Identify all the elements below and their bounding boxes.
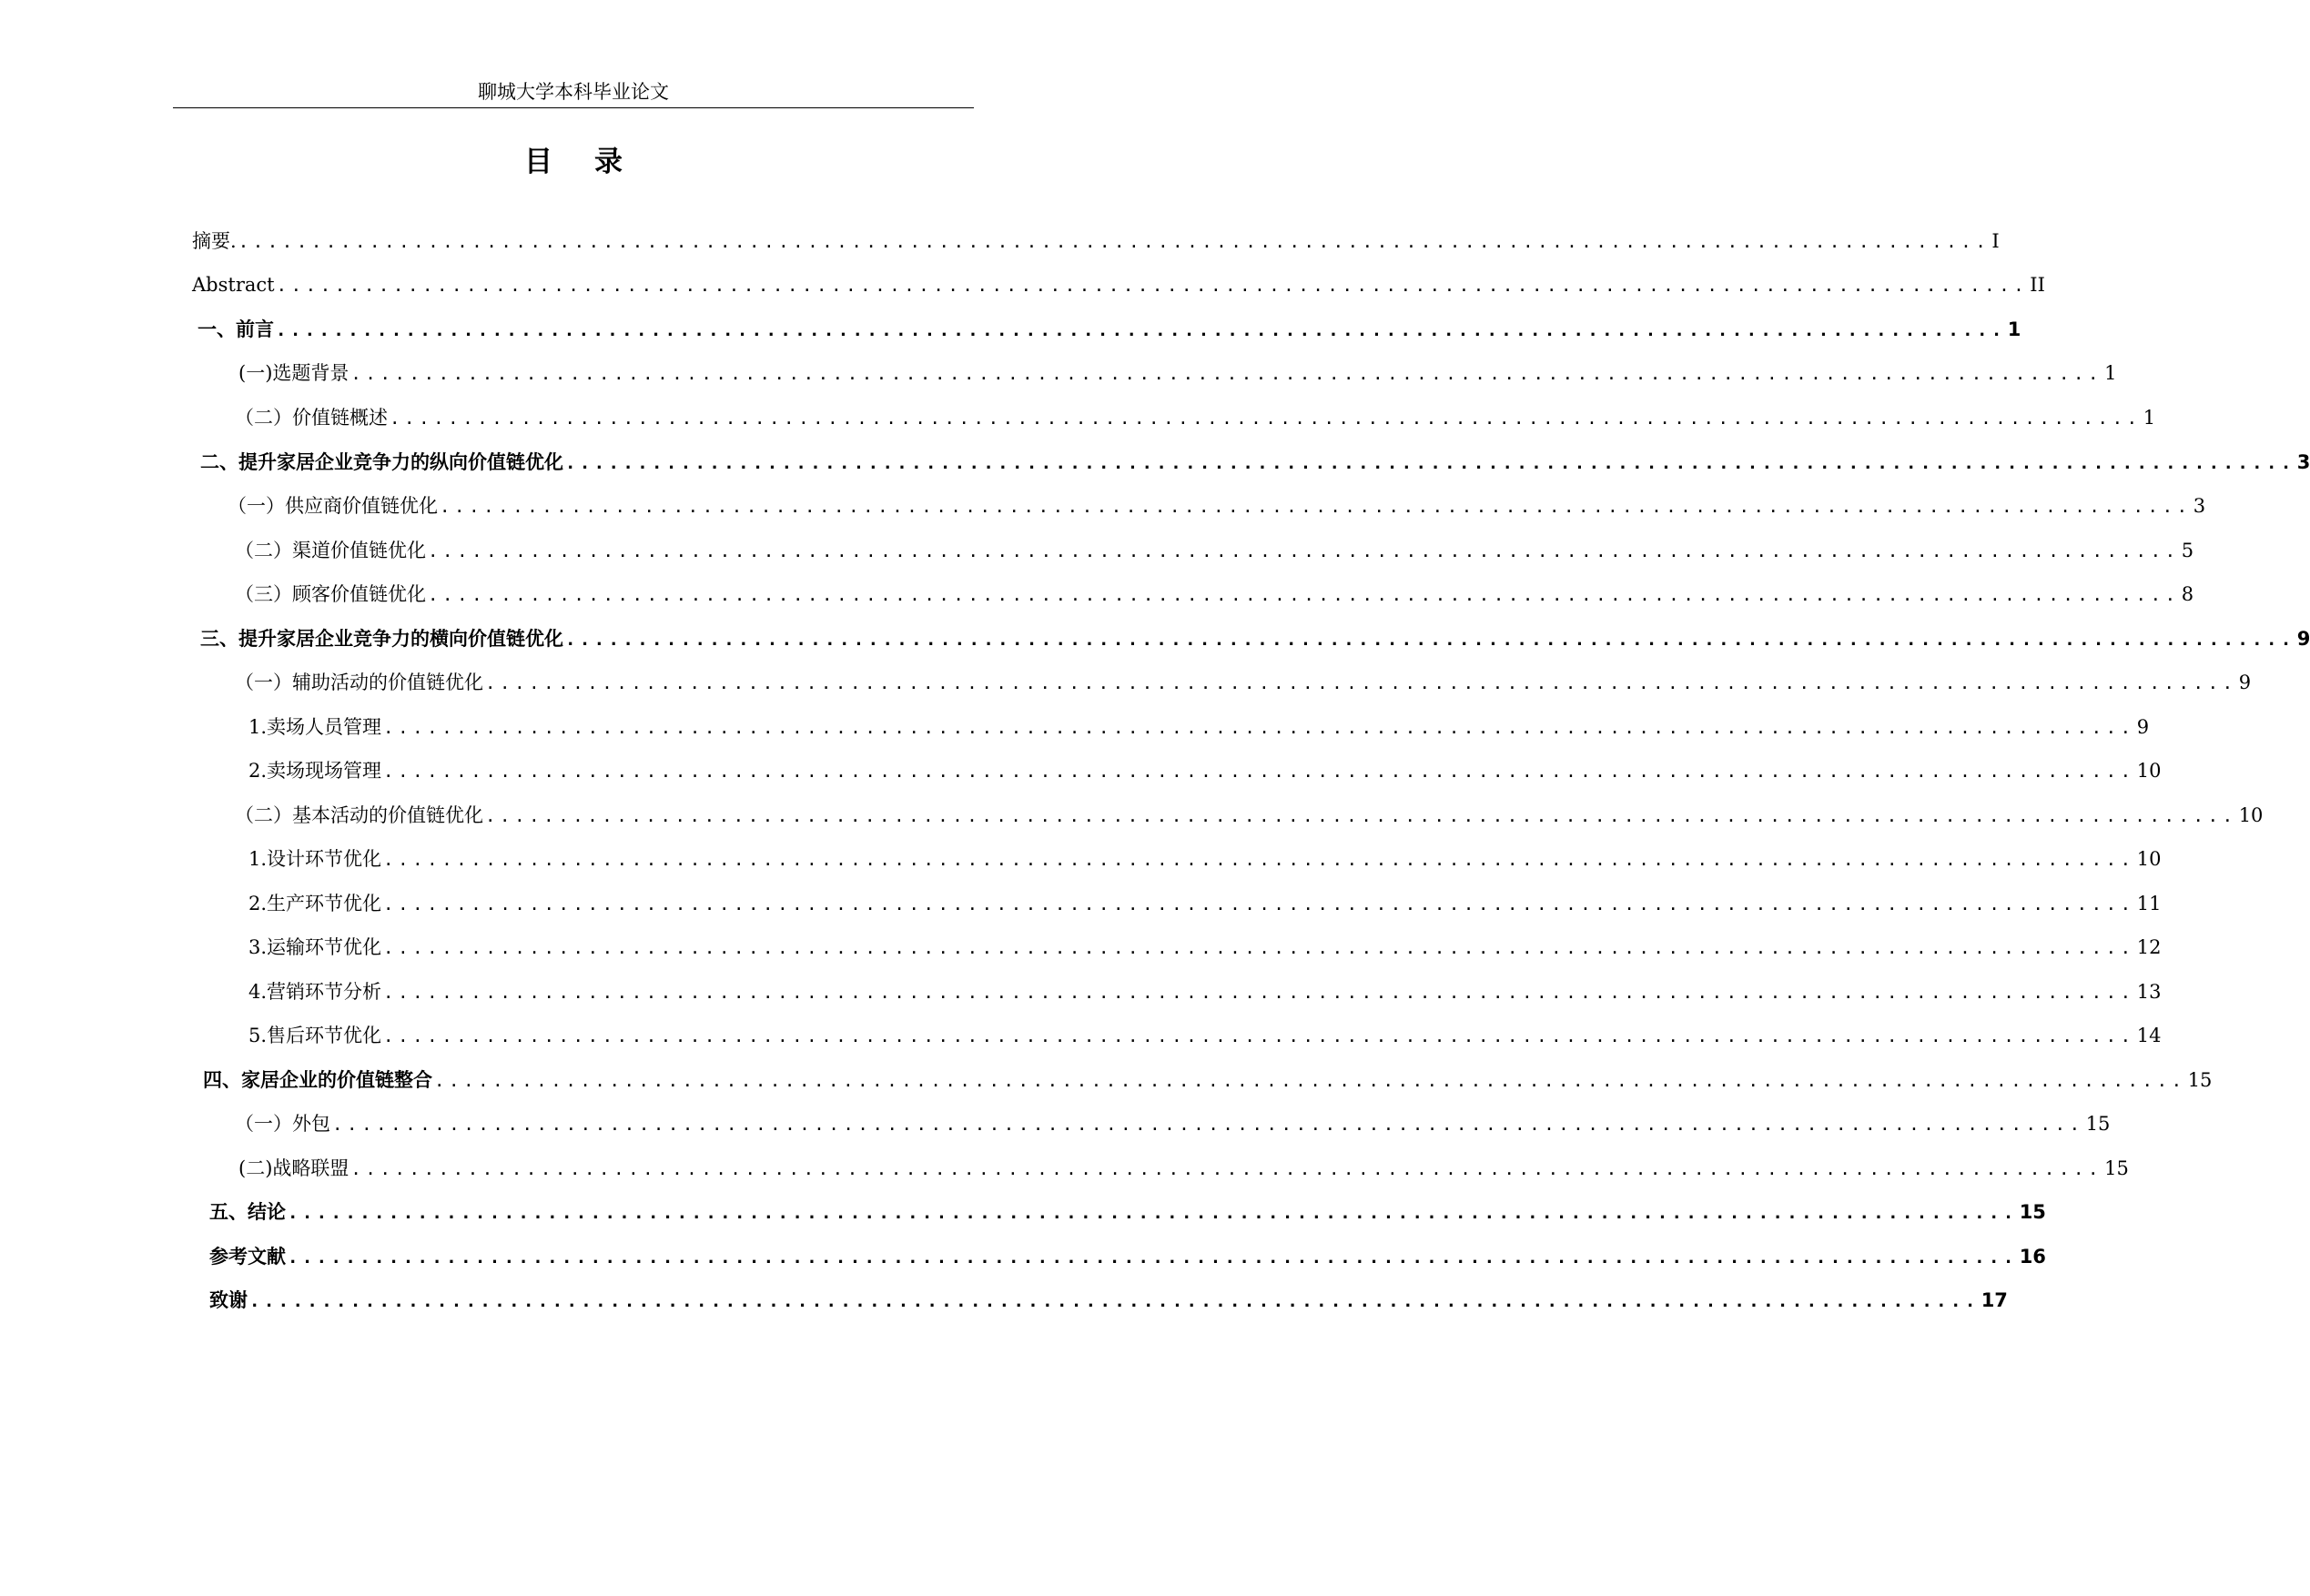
toc-dot-leader: ........................................................................................................................ bbox=[249, 1291, 1980, 1311]
toc-page-number: 14 bbox=[2136, 1025, 2162, 1046]
toc-page-number: 10 bbox=[2136, 760, 2162, 782]
toc-dot-leader: ........................................................................................................................ bbox=[383, 938, 2135, 958]
toc-dot-leader: ........................................................................................................................ bbox=[276, 320, 2006, 340]
toc-dot-leader: ........................................................................................................................ bbox=[428, 541, 2180, 561]
toc-page-number: 15 bbox=[2019, 1201, 2046, 1223]
toc-dot-leader: ........................................................................................................................ bbox=[565, 630, 2295, 650]
toc-entry-title: （二）基本活动的价值链优化 bbox=[235, 804, 483, 826]
toc-entry[interactable] bbox=[203, 1065, 2213, 1096]
toc-dot-leader: ........................................................................................................................ bbox=[434, 1071, 2186, 1091]
toc-entry-title: (二)战略联盟 bbox=[238, 1157, 350, 1179]
toc-entry[interactable] bbox=[192, 269, 2045, 300]
toc-dot-leader: ........................................................................................................................ bbox=[350, 1159, 2103, 1179]
toc-entry[interactable] bbox=[248, 755, 2162, 786]
toc-page-number: 9 bbox=[2136, 716, 2150, 738]
toc-title: 目录 bbox=[524, 146, 664, 178]
toc-entry-title: （二）渠道价值链优化 bbox=[235, 540, 426, 561]
toc-entry-title: （一）外包 bbox=[235, 1113, 330, 1135]
toc-page-number: 11 bbox=[2136, 893, 2162, 914]
toc-entry-title: 三、提升家居企业竞争力的横向价值链优化 bbox=[200, 628, 563, 650]
toc-entry-title: (一)选题背景 bbox=[238, 362, 350, 384]
toc-entry[interactable] bbox=[235, 535, 2194, 566]
toc-entry-title: 致谢 bbox=[209, 1289, 248, 1311]
toc-entry-title: 3.运输环节优化 bbox=[248, 936, 382, 958]
toc-entry[interactable] bbox=[200, 623, 2310, 654]
toc-entry[interactable] bbox=[228, 490, 2206, 521]
toc-dot-leader: ........................................................................................................................ bbox=[288, 1203, 2018, 1223]
toc-entry[interactable] bbox=[248, 712, 2150, 742]
toc-entry-title: （二）价值链概述 bbox=[235, 407, 388, 429]
toc-dot-leader: ........................................................................................................................ bbox=[288, 1248, 2018, 1268]
toc-entry[interactable] bbox=[235, 579, 2194, 610]
toc-entry-title: 2.卖场现场管理 bbox=[248, 760, 382, 782]
toc-dot-leader: ........................................................................................................................ bbox=[332, 1115, 2084, 1135]
toc-entry-title: 1.设计环节优化 bbox=[248, 848, 382, 870]
toc-entry-title: 四、家居企业的价值链整合 bbox=[203, 1069, 432, 1091]
toc-page-number: 1 bbox=[2007, 318, 2021, 340]
toc-entry[interactable] bbox=[238, 358, 2117, 389]
toc-entry-title: 五、结论 bbox=[209, 1201, 286, 1223]
toc-entry[interactable] bbox=[209, 1285, 2008, 1316]
toc-dot-leader: ........................................................................................................................ bbox=[485, 806, 2237, 826]
toc-dot-leader: ........................................................................................................................ bbox=[383, 762, 2135, 782]
toc-entry[interactable] bbox=[248, 888, 2162, 919]
toc-page-number: 13 bbox=[2136, 981, 2162, 1003]
toc-entry-title: （一）辅助活动的价值链优化 bbox=[235, 672, 483, 693]
toc-entry-title: 一、前言 bbox=[198, 318, 274, 340]
toc-entry-title: 1.卖场人员管理 bbox=[248, 716, 382, 738]
toc-page-number: 1 bbox=[2143, 407, 2156, 429]
header-rule bbox=[173, 107, 974, 108]
toc-entry[interactable] bbox=[248, 976, 2162, 1007]
toc-entry-title: （三）顾客价值链优化 bbox=[235, 583, 426, 605]
toc-dot-leader: ........................................................................................................................ bbox=[350, 364, 2103, 384]
toc-dot-leader: ........................................................................................................................ bbox=[383, 1026, 2135, 1046]
toc-page-number: 8 bbox=[2181, 583, 2194, 605]
toc-dot-leader: ........................................................................................................................ bbox=[383, 850, 2135, 870]
toc-entry[interactable] bbox=[238, 1153, 2129, 1184]
toc-page-number: 1 bbox=[2104, 362, 2117, 384]
toc-entry-title: 二、提升家居企业竞争力的纵向价值链优化 bbox=[200, 451, 563, 473]
toc-dot-leader: ........................................................................................................................ bbox=[276, 276, 2029, 296]
toc-entry-title: 2.生产环节优化 bbox=[248, 893, 382, 914]
toc-dot-leader: ........................................................................................................................ bbox=[485, 673, 2237, 693]
toc-page-number: 17 bbox=[1981, 1289, 2008, 1311]
toc-entry-title: 4.营销环节分析 bbox=[248, 981, 382, 1003]
toc-dot-leader: ........................................................................................................................ bbox=[238, 232, 1991, 252]
toc-entry-title: Abstract bbox=[192, 274, 275, 296]
toc-dot-leader: ........................................................................................................................ bbox=[383, 894, 2135, 914]
toc-page-number: 9 bbox=[2296, 628, 2310, 650]
page-header: 聊城大学本科毕业论文 bbox=[478, 81, 669, 103]
toc-entry-title: 5.售后环节优化 bbox=[248, 1025, 382, 1046]
toc-entry[interactable] bbox=[248, 932, 2162, 963]
toc-dot-leader: ........................................................................................................................ bbox=[565, 453, 2295, 473]
toc-dot-leader: ........................................................................................................................ bbox=[428, 585, 2180, 605]
toc-dot-leader: ........................................................................................................................ bbox=[390, 409, 2142, 429]
toc-entry[interactable] bbox=[248, 843, 2162, 874]
toc-page-number: 15 bbox=[2085, 1113, 2111, 1135]
toc-entry[interactable] bbox=[198, 314, 2021, 345]
toc-page-number: 5 bbox=[2181, 540, 2194, 561]
toc-page-number: 3 bbox=[2296, 451, 2310, 473]
toc-page-number: 12 bbox=[2136, 936, 2162, 958]
toc-dot-leader: ........................................................................................................................ bbox=[440, 497, 2192, 517]
toc-dot-leader: ........................................................................................................................ bbox=[383, 718, 2135, 738]
toc-entry[interactable] bbox=[192, 226, 2000, 257]
toc-entry-title: 参考文献 bbox=[209, 1246, 286, 1268]
toc-entry[interactable] bbox=[235, 1108, 2111, 1139]
toc-entry[interactable] bbox=[248, 1020, 2162, 1051]
toc-entry[interactable] bbox=[235, 402, 2156, 433]
toc-entry[interactable] bbox=[209, 1241, 2046, 1272]
toc-page-number: 3 bbox=[2193, 495, 2206, 517]
toc-entry[interactable] bbox=[209, 1197, 2046, 1227]
toc-page-number: 15 bbox=[2187, 1069, 2213, 1091]
toc-entry[interactable] bbox=[235, 800, 2264, 831]
toc-entry-title: （一）供应商价值链优化 bbox=[228, 495, 438, 517]
toc-page-number: 10 bbox=[2238, 804, 2264, 826]
toc-entry-title: 摘要. bbox=[192, 230, 237, 252]
toc-page-number: 10 bbox=[2136, 848, 2162, 870]
toc-entry[interactable] bbox=[200, 447, 2310, 478]
toc-page-number: 15 bbox=[2104, 1157, 2129, 1179]
toc-page-number: 9 bbox=[2238, 672, 2252, 693]
toc-dot-leader: ........................................................................................................................ bbox=[383, 983, 2135, 1003]
toc-page-number: I bbox=[1991, 230, 2000, 252]
toc-page-number: 16 bbox=[2019, 1246, 2046, 1268]
toc-entry[interactable] bbox=[235, 667, 2252, 698]
toc-page-number: II bbox=[2030, 274, 2045, 296]
